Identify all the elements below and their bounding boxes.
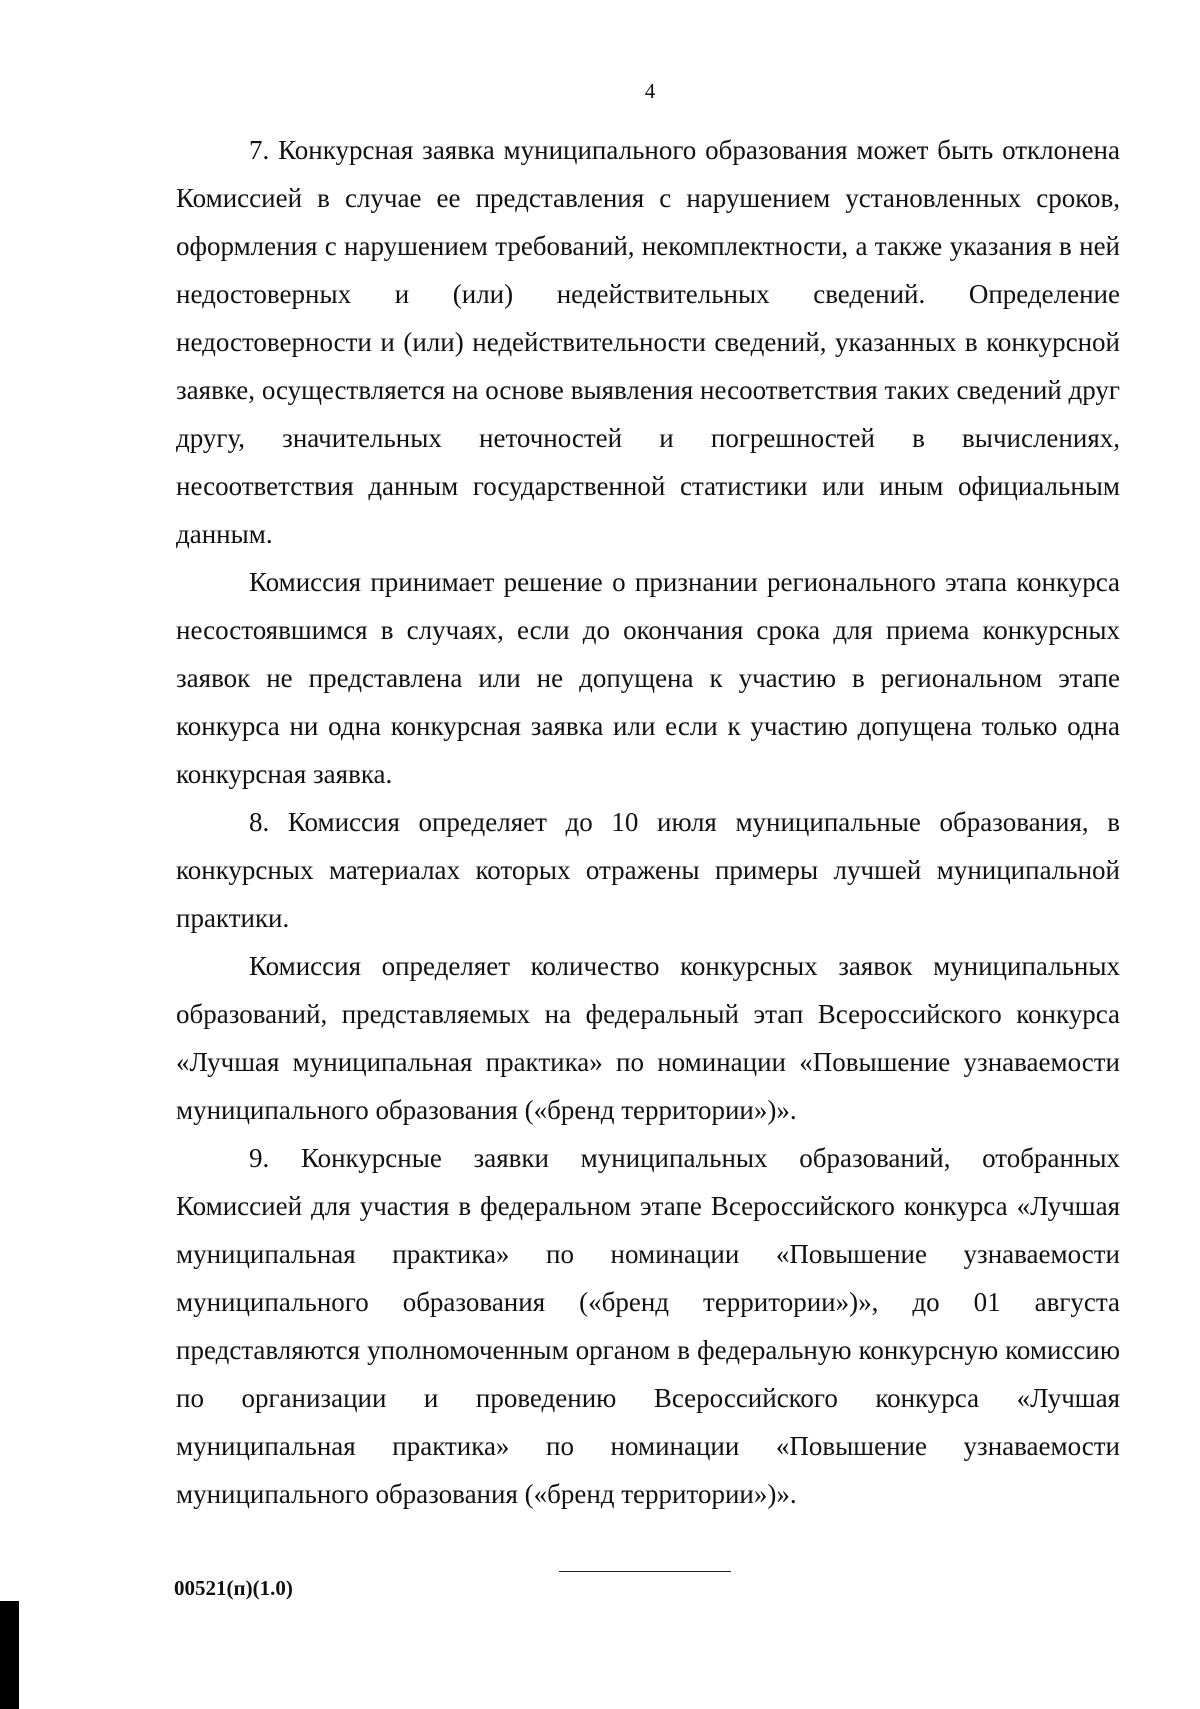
page-number: 4 xyxy=(644,79,656,103)
document-body xyxy=(176,126,1120,1518)
paragraph-commission-count: Комиссия определяет количество конкурсных заявок муниципальных образований, представляемых на федеральный этап Всероссийского конкурса «Лучшая муниципальная практика» по номинации «Повышение узнаваемости муниципального образования («бренд территории»)». xyxy=(176,951,1120,1125)
document-code: 00521(п)(1.0) xyxy=(174,1576,293,1600)
paragraph-8: 8. Комиссия определяет до 10 июля муниципальные образования, в конкурсных материалах которых отражены примеры лучшей муниципальной практики. xyxy=(176,807,1120,933)
paragraph-9: 9. Конкурсные заявки муниципальных образований, отобранных Комиссией для участия в федеральном этапе Всероссийского конкурса «Лучшая муниципальная практика» по номинации «Повышение узнаваемости муниципального образования («бренд территории»)», до 01 августа представляются уполномоченным органом в федеральную конкурсную комиссию по организации и проведению Всероссийского конкурса «Лучшая муниципальная практика» по номинации «Повышение узнаваемости муниципального образования («бренд территории»)». xyxy=(176,1143,1120,1509)
scan-edge-mark xyxy=(0,1601,19,1709)
paragraph-commission-decision: Комиссия принимает решение о признании регионального этапа конкурса несостоявшимся в случаях, если до окончания срока для приема конкурсных заявок не представлена или не допущена к участию в региональном этапе конкурса ни одна конкурсная заявка или если к участию допущена только одна конкурсная заявка. xyxy=(176,567,1120,789)
closing-divider xyxy=(559,1571,731,1572)
paragraph-7: 7. Конкурсная заявка муниципального образования может быть отклонена Комиссией в случае ее представления с нарушением установленных сроков, оформления с нарушением требований, некомплектности, а также указания в ней недостоверных и (или) недействительных сведений. Определение недостоверности и (или) недействительности сведений, указанных в конкурсной заявке, осуществляется на основе выявления несоответствия таких сведений друг другу, значительных неточностей и погрешностей в вычислениях, несоответствия данным государственной статистики или иным официальным данным. xyxy=(176,135,1120,549)
